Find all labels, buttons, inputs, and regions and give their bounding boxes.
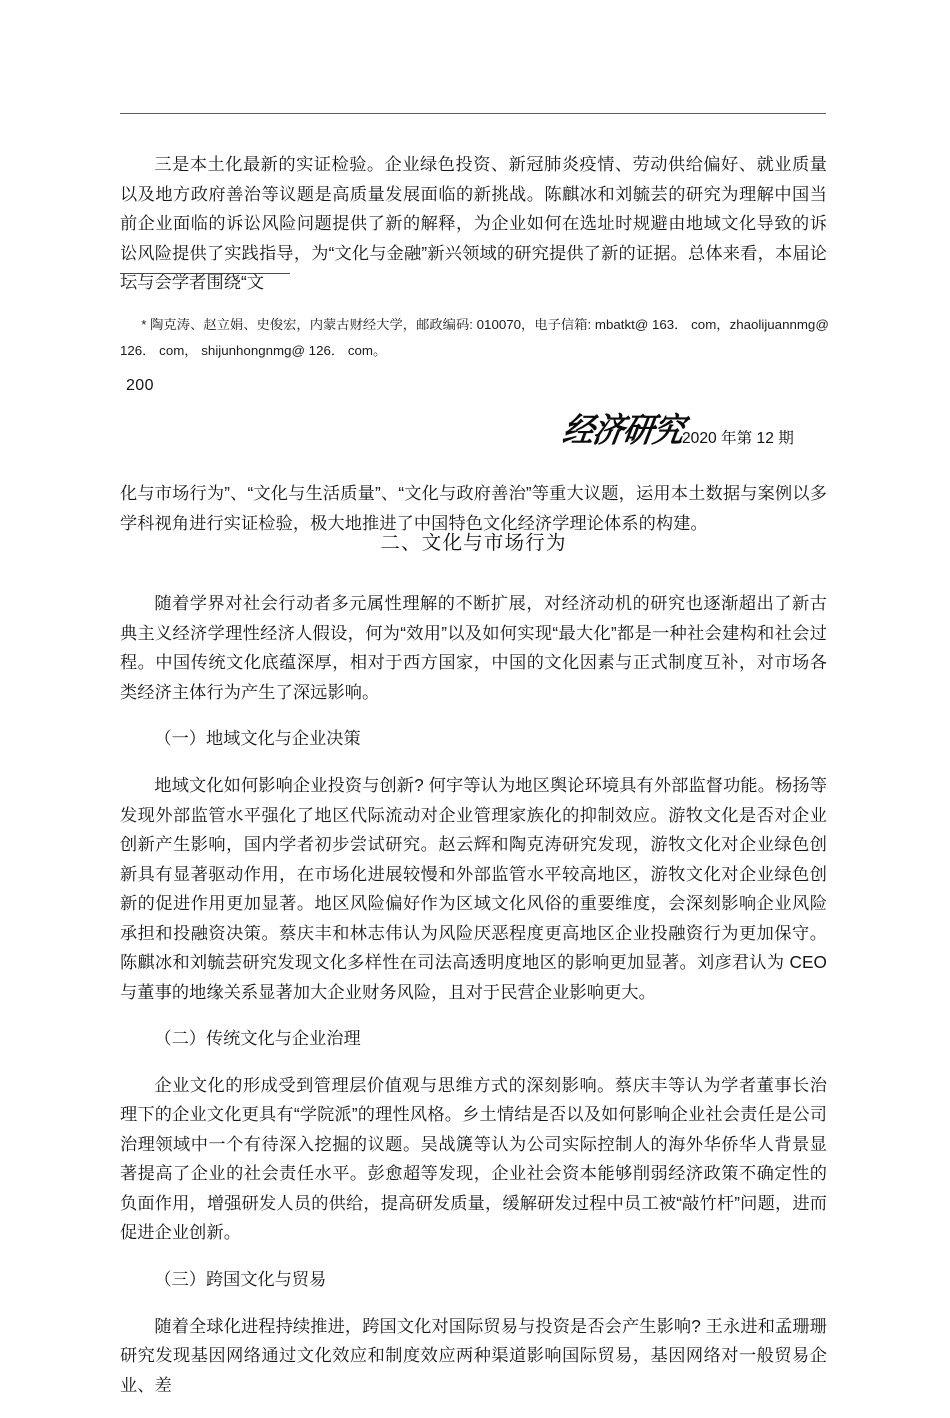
section-intro-paragraph: 随着学界对社会行动者多元属性理解的不断扩展，对经济动机的研究也逐渐超出了新古典主义经济学理性经济人假设，何为“效用”以及如何实现“最大化”都是一种社会建构和社会过程。中国传统文化底蕴深厚，相对于西方国家，中国的文化因素与正式制度互补，对市场各类经济主体行为产生了深远影响。 bbox=[120, 593, 827, 702]
subsection-heading-3: （三）跨国文化与贸易 bbox=[154, 1269, 327, 1290]
issue-label: 2020 年第 12 期 bbox=[682, 430, 794, 448]
subsection-paragraph-1: 地域文化如何影响企业投资与创新? 何宇等认为地区舆论环境具有外部监督功能。杨扬等发现外部监管水平强化了地区代际流动对企业管理家族化的抑制效应。游牧文化是否对企业创新产生影响，国内学者初步尝试研究。赵云辉和陶克涛研究发现，游牧文化对企业绿色创新具有显著驱动作用，在市场化进展较慢和外部监管水平较高地区，游牧文化对企业绿色创新的促进作用更加显著。地区风险偏好作为区域文化风俗的重要维度，会深刻影响企业风险承担和投融资决策。蔡庆丰和林志伟认为风险厌恶程度更高地区企业投融资行为更加保守。陈麒冰和刘毓芸研究发现文化多样性在司法高透明度地区的影响更加显著。刘彦君认为 CEO 与董事的地缘关系显著加大企业财务风险，且对于民营企业影响更大。 bbox=[120, 775, 827, 1002]
footnote-line-1: * 陶克涛、赵立娟、史俊宏，内蒙古财经大学，邮政编码: 010070，电子信箱: mbatkt@ 163． com，zhaolijuannmg@ bbox=[141, 317, 829, 332]
subsection-heading-2: （二）传统文化与企业治理 bbox=[154, 1028, 361, 1049]
footnote-line-2: 126． com， shijunhongnmg@ 126． com。 bbox=[120, 343, 387, 358]
subsection-paragraph-2: 企业文化的形成受到管理层价值观与思维方式的深刻影响。蔡庆丰等认为学者董事长治理下的企业文化更具有“学院派”的理性风格。乡土情结是否以及如何影响企业社会责任是公司治理领域中一个有待深入挖掘的议题。吴战篪等认为公司实际控制人的海外华侨华人背景显著提高了企业的社会责任水平。彭愈超等发现，企业社会资本能够削弱经济政策不确定性的负面作用，增强研发人员的供给，提高研发质量，缓解研发过程中员工被“敲竹杆”问题，进而促进企业创新。 bbox=[120, 1074, 827, 1243]
paragraph-carryover: 三是本土化最新的实证检验。企业绿色投资、新冠肺炎疫情、劳动供给偏好、就业质量以及地方政府善治等议题是高质量发展面临的新挑战。陈麒冰和刘毓芸的研究为理解中国当前企业面临的诉讼风险问题提供了新的解释，为企业如何在选址时规避由地域文化导致的诉讼风险提供了实践指导，为“文化与金融”新兴领域的研究提供了新的证据。总体来看，本届论坛与会学者围绕“文 bbox=[120, 154, 827, 293]
paragraph-continuation: 化与市场行为”、“文化与生活质量”、“文化与政府善治”等重大议题，运用本土数据与案例以多学科视角进行实证检验，极大地推进了中国特色文化经济学理论体系的构建。 bbox=[120, 483, 827, 533]
subsection-heading-1: （一）地域文化与企业决策 bbox=[154, 728, 361, 749]
top-text-block bbox=[120, 133, 827, 315]
footnote-separator-rule bbox=[120, 273, 290, 274]
journal-logo-calligraphy: 经济研究 bbox=[560, 411, 687, 450]
page-number: 200 bbox=[126, 377, 154, 394]
footnote-block bbox=[120, 312, 832, 364]
running-head bbox=[560, 404, 860, 450]
section-heading: 二、文化与市场行为 bbox=[380, 532, 567, 554]
subsection-paragraph-3: 随着全球化进程持续推进，跨国文化对国际贸易与投资是否会产生影响? 王永进和孟珊珊研究发现基因网络通过文化效应和制度效应两种渠道影响国际贸易，基因网络对一般贸易企业、差 bbox=[120, 1315, 827, 1395]
top-horizontal-rule bbox=[120, 113, 826, 114]
section-body bbox=[120, 572, 827, 1418]
